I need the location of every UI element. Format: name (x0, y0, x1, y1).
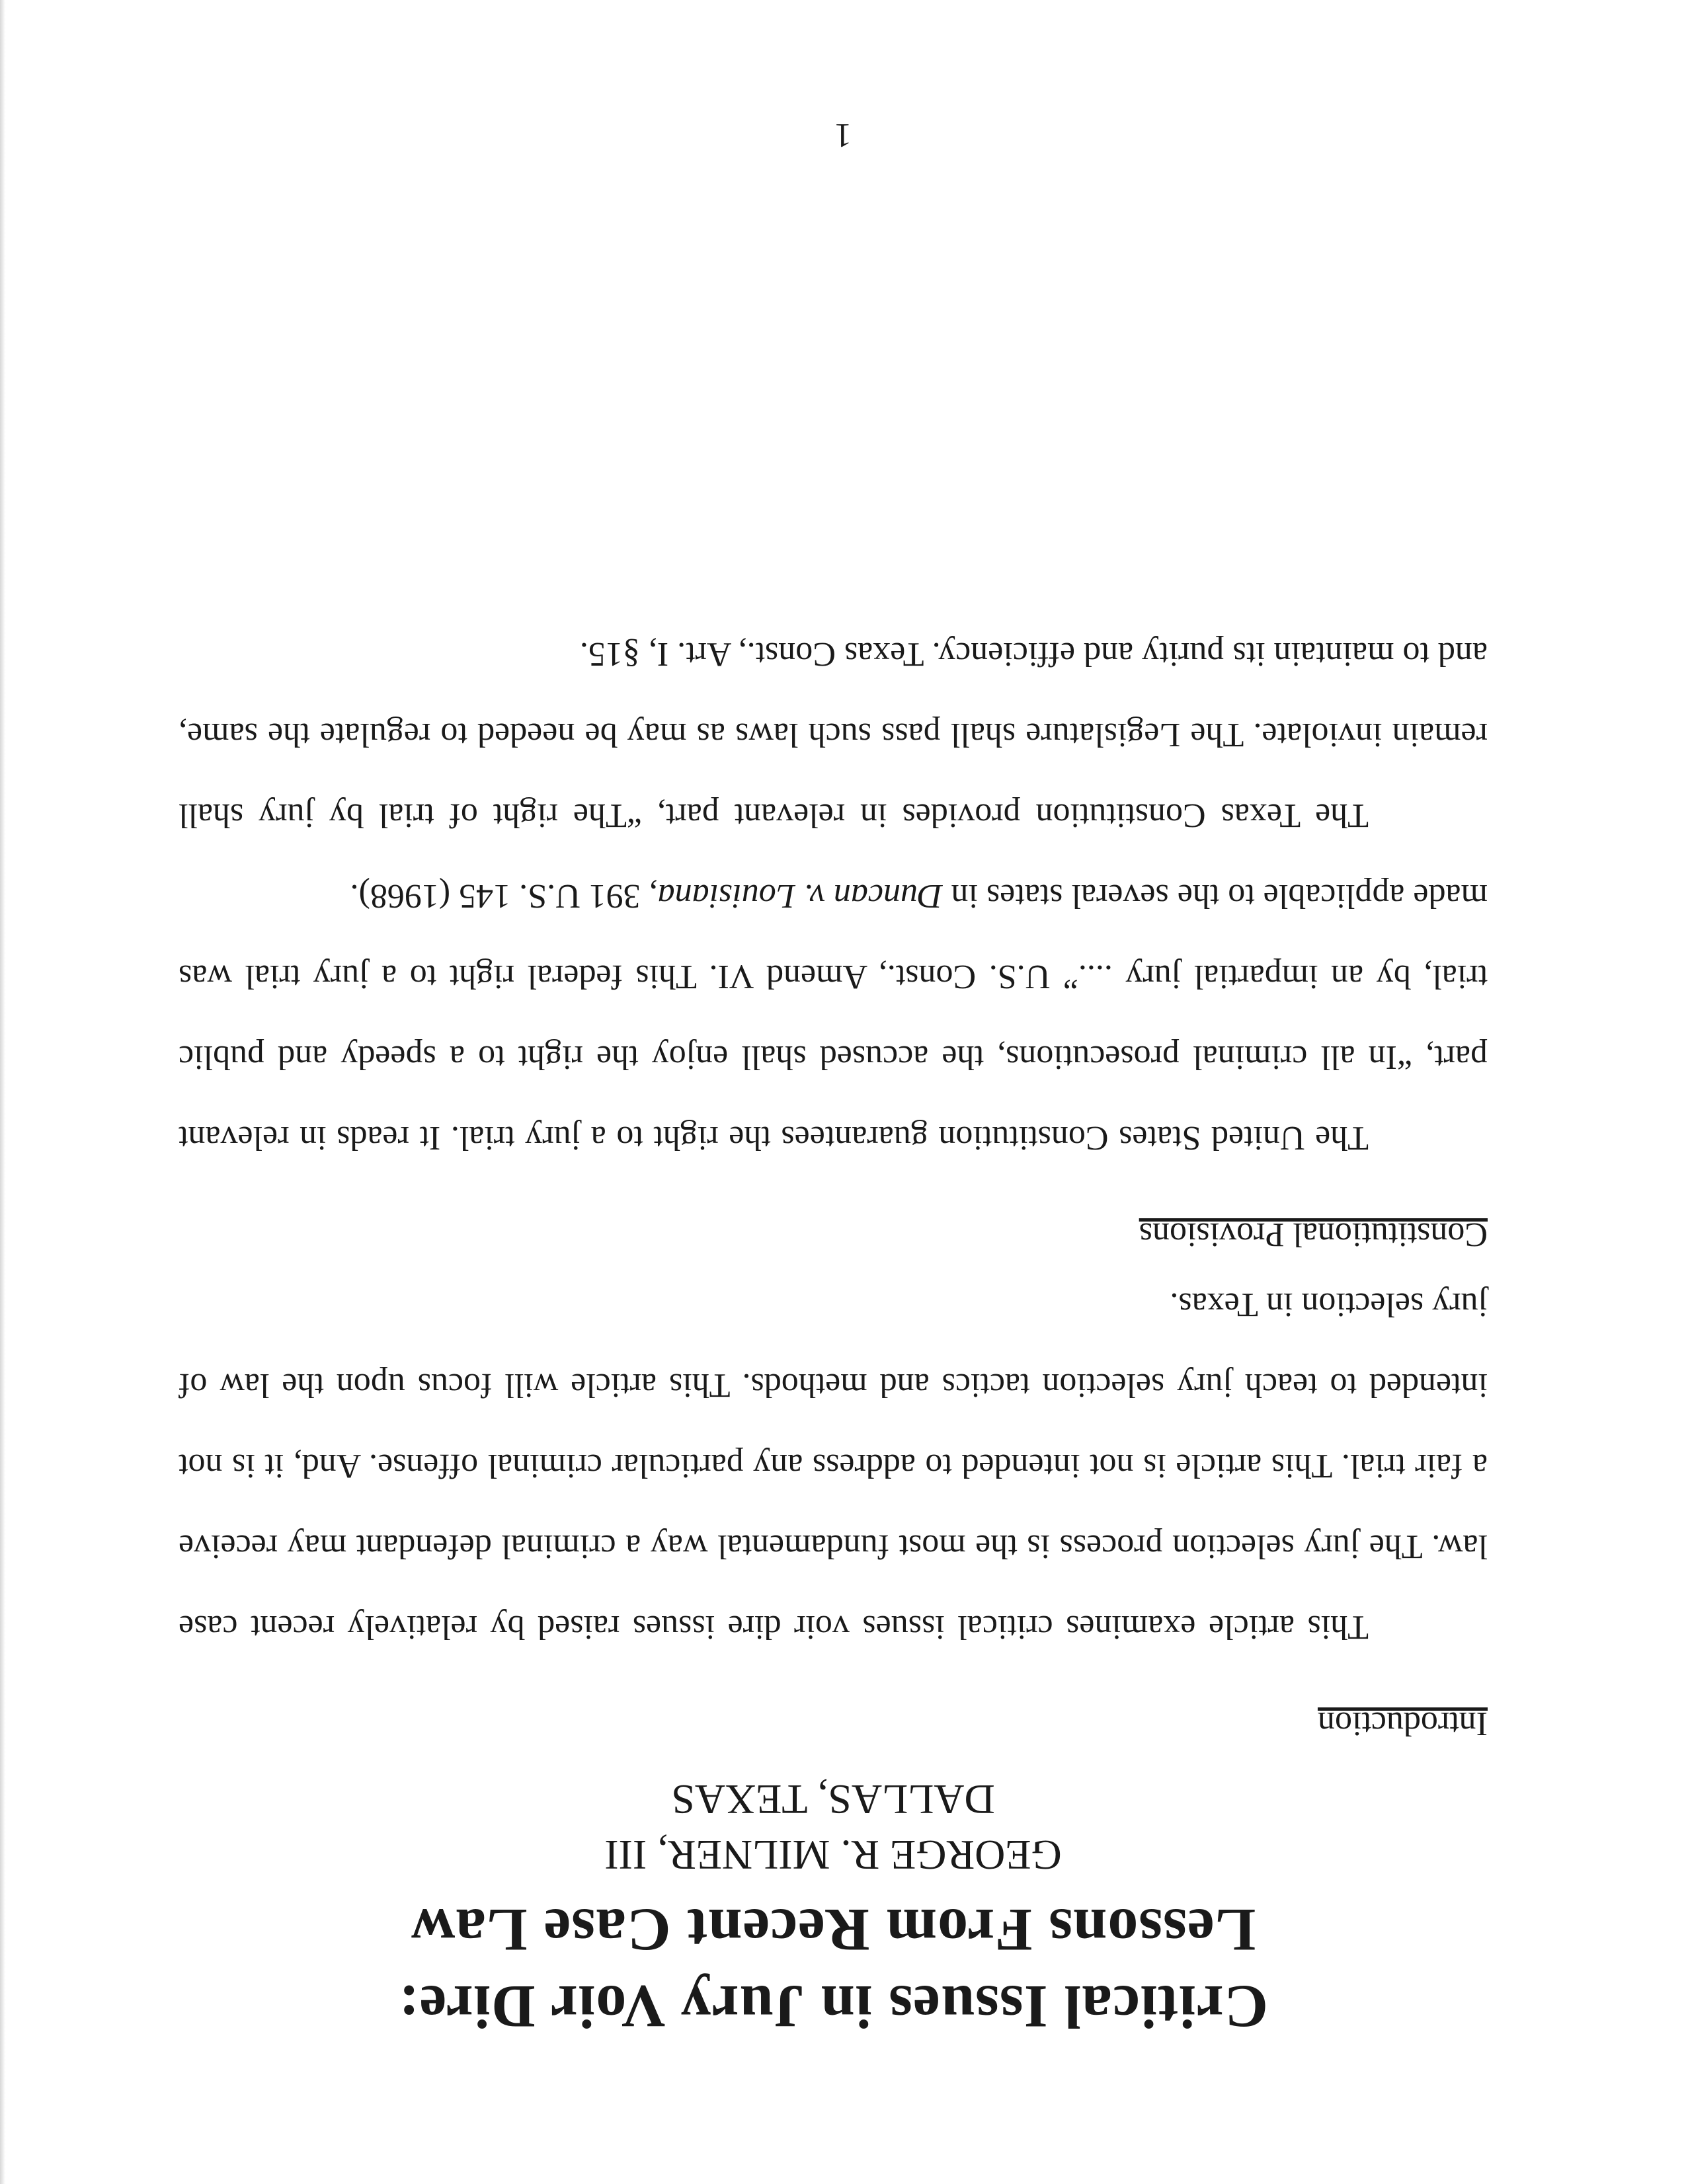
us-constitution-text: The United States Constitution guarantees the right to a jury trial. It reads in relevant part, “In all criminal prosecutions, the accused shall enjoy the right to a speedy and public trial, by an impartial jury ....” U.S. Const., Amend VI. This federal right to a jury trial was made applicable to the several states in (179, 877, 1488, 1157)
author-location: DALLAS, TEXAS (671, 1776, 995, 1823)
title-line-2: Lessons From Recent Case Law (410, 1896, 1256, 1964)
section-heading-constitutional-provisions: Constitutional Provisions (1139, 1216, 1488, 1253)
scan-edge-shadow (0, 0, 5, 2184)
case-citation: , 391 U.S. 145 (1968). (350, 877, 658, 915)
introduction-paragraph: This article examines critical issues voir dire issues raised by relatively recent case law. The jury selection process is the most fundamental way a criminal defendant may receive a fair trial. This article is not intended to address any particular criminal offense. And, it is not intended to teach jury selection tactics and methods. This article will focus upon the law of jury selection in Texas. (179, 1286, 1488, 1646)
page-number: 1 (834, 116, 852, 154)
title-line-1: Critical Issues in Jury Voir Dire: (397, 1973, 1269, 2041)
author-name: GEORGE R. MILNER, III (604, 1832, 1062, 1879)
page-content (179, 613, 1488, 2045)
texas-constitution-paragraph: The Texas Constitution provides in relevant part, “The right of trial by jury shall remain inviolate. The Legislature shall pass such laws as may be needed to regulate the same, and to maintain its purity and efficiency. Texas Const., Art. I, §15. (179, 635, 1488, 834)
us-constitution-paragraph (179, 855, 1488, 1178)
section-heading-introduction: Introduction (1317, 1705, 1488, 1742)
case-name-duncan: Duncan v. Louisiana (657, 877, 943, 915)
